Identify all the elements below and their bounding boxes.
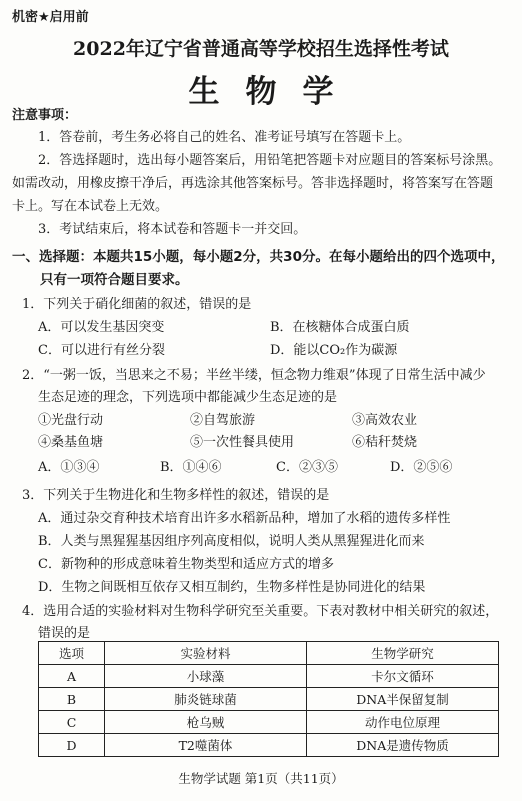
q2-stem-line-2: 生态足迹的理念，下列选项中都能减少生态足迹的是 — [38, 390, 338, 405]
q1-option-b: B．在核糖体合成蛋白质 — [270, 320, 410, 335]
confidential-label: 机密★启用前 — [12, 10, 89, 25]
q2-item-3: ③高效农业 — [352, 413, 418, 428]
q2-item-6: ⑥秸秆焚烧 — [352, 435, 418, 450]
notice-line-5: 3．考试结束后，将本试卷和答题卡一并交回。 — [38, 222, 307, 237]
table-cell: 卡尔文循环 — [307, 665, 499, 688]
q3-option-a: A．通过杂交育种技术培育出许多水稻新品种，增加了水稻的遗传多样性 — [38, 511, 451, 526]
q1-option-a: A．可以发生基因突变 — [38, 320, 165, 335]
section-heading-line-1: 一、选择题：本题共15小题，每小题2分，共30分。在每小题给出的四个选项中， — [12, 249, 505, 265]
table-cell: 肺炎链球菌 — [105, 688, 307, 711]
q2-option-a: A．①③④ — [38, 460, 100, 475]
notice-line-3: 如需改动，用橡皮擦干净后，再选涂其他答案标号。答非选择题时，将答案写在答题 — [12, 176, 494, 191]
q4-stem-line-1: 4．选用合适的实验材料对生物科学研究至关重要。下表对教材中相关研究的叙述， — [22, 604, 499, 619]
page-footer: 生物学试题 第1页（共11页） — [178, 771, 344, 786]
q2-option-c: C．②③⑤ — [276, 460, 338, 475]
q2-stem-line-1: 2．“一粥一饭，当思来之不易；半丝半缕，恒念物力维艰”体现了日常生活中减少 — [22, 368, 486, 383]
table-cell: 枪乌贼 — [105, 711, 307, 734]
q3-stem: 3．下列关于生物进化和生物多样性的叙述，错误的是 — [22, 488, 330, 503]
q4-stem-line-2: 错误的是 — [38, 626, 91, 641]
q2-option-d: D．②⑤⑥ — [390, 460, 453, 475]
q3-option-b: B．人类与黑猩猩基因组序列高度相似，说明人类从黑猩猩进化而来 — [38, 534, 425, 549]
notice-heading: 注意事项： — [12, 108, 78, 123]
q2-item-1: ①光盘行动 — [38, 413, 104, 428]
table-cell: T2噬菌体 — [105, 734, 307, 757]
q1-stem: 1．下列关于硝化细菌的叙述，错误的是 — [22, 297, 252, 312]
q1-option-d: D．能以CO₂作为碳源 — [270, 343, 398, 358]
table-cell: 动作电位原理 — [307, 711, 499, 734]
q1-option-c: C．可以进行有丝分裂 — [38, 343, 165, 358]
table-cell: A — [39, 665, 105, 688]
subject-title: 生物学 — [188, 74, 360, 110]
table-header-cell: 实验材料 — [105, 642, 307, 665]
table-header-cell: 选项 — [39, 642, 105, 665]
table-cell: 小球藻 — [105, 665, 307, 688]
q2-item-4: ④桑基鱼塘 — [38, 435, 104, 450]
section-heading-line-2: 只有一项符合题目要求。 — [40, 272, 189, 288]
notice-line-2: 2．答选择题时，选出每小题答案后，用铅笔把答题卡对应题目的答案标号涂黑。 — [38, 153, 502, 168]
table-row — [39, 665, 499, 688]
q2-item-5: ⑤一次性餐具使用 — [190, 435, 295, 450]
notice-line-4: 卡上。写在本试卷上无效。 — [12, 199, 169, 214]
table-cell: DNA是遗传物质 — [307, 734, 499, 757]
table-cell: B — [39, 688, 105, 711]
table-row — [39, 734, 499, 757]
table-cell: DNA半保留复制 — [307, 688, 499, 711]
q3-option-c: C．新物种的形成意味着生物类型和适应方式的增多 — [38, 557, 334, 572]
table-row — [39, 711, 499, 734]
q4-table — [38, 641, 499, 757]
table-row — [39, 688, 499, 711]
table-cell: C — [39, 711, 105, 734]
table-header-cell: 生物学研究 — [307, 642, 499, 665]
exam-title: 2022年辽宁省普通高等学校招生选择性考试 — [73, 38, 449, 60]
notice-line-1: 1．答卷前，考生务必将自己的姓名、准考证号填写在答题卡上。 — [38, 130, 411, 145]
q2-item-2: ②自驾旅游 — [190, 413, 256, 428]
q3-option-d: D．生物之间既相互依存又相互制约，生物多样性是协同进化的结果 — [38, 580, 426, 595]
table-cell: D — [39, 734, 105, 757]
table-header-row — [39, 642, 499, 665]
q2-option-b: B．①④⑥ — [160, 460, 222, 475]
